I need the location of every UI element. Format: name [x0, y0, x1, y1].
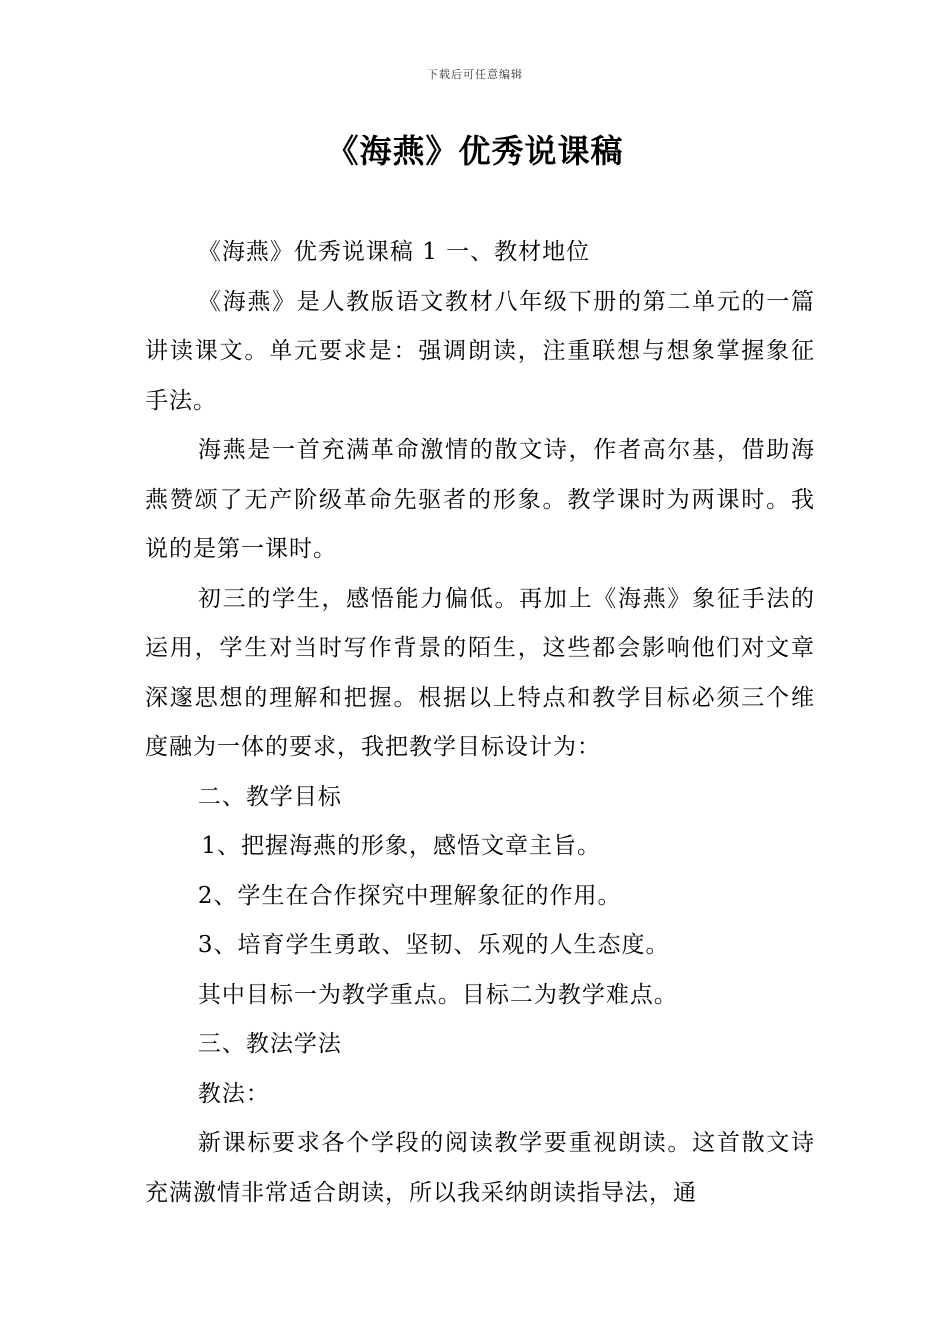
goal-item-1: 1、把握海燕的形象，感悟文章主旨。 [201, 833, 601, 859]
paragraph-key-points: 其中目标一为教学重点。目标二为教学难点。 [197, 981, 678, 1008]
document-body [145, 228, 815, 1218]
goal-item-3: 3、培育学生勇敢、坚韧、乐观的人生态度。 [197, 932, 670, 958]
paragraph-student-analysis: 初三的学生，感悟能力偏低。再加上《海燕》象征手法的运用，学生对当时写作背景的陌生，这些都会影响他们对文章深邃思想的理解和把握。根据以上特点和教学目标必须三个维度融为一体的要求，我把教学目标设计为： [145, 585, 815, 760]
document-title: 《海燕》优秀说课稿 [326, 132, 624, 170]
goal-item-2: 2、学生在合作探究中理解象征的作用。 [197, 882, 622, 909]
section-heading-methods: 三、教法学法 [197, 1031, 342, 1057]
paragraph-reading-method: 新课标要求各个学段的阅读教学要重视朗读。这首散文诗充满激情非常适合朗读，所以我采纳朗读指导法，通 [145, 1130, 815, 1206]
section-heading-teaching-goals: 二、教学目标 [197, 783, 342, 810]
header-note: 下载后可任意编辑 [427, 68, 523, 81]
paragraph-textbook-position: 《海燕》是人教版语文教材八年级下册的第二单元的一篇讲读课文。单元要求是：强调朗读，注重联想与想象掌握象征手法。 [145, 288, 815, 414]
subheading-teaching-method: 教法： [197, 1080, 270, 1107]
paragraph-author-summary: 海燕是一首充满革命激情的散文诗，作者高尔基，借助海燕赞颂了无产阶级革命先驱者的形象。教学课时为两课时。我说的是第一课时。 [145, 437, 815, 562]
paragraph-intro: 《海燕》优秀说课稿 1 一、教材地位 [197, 239, 591, 265]
